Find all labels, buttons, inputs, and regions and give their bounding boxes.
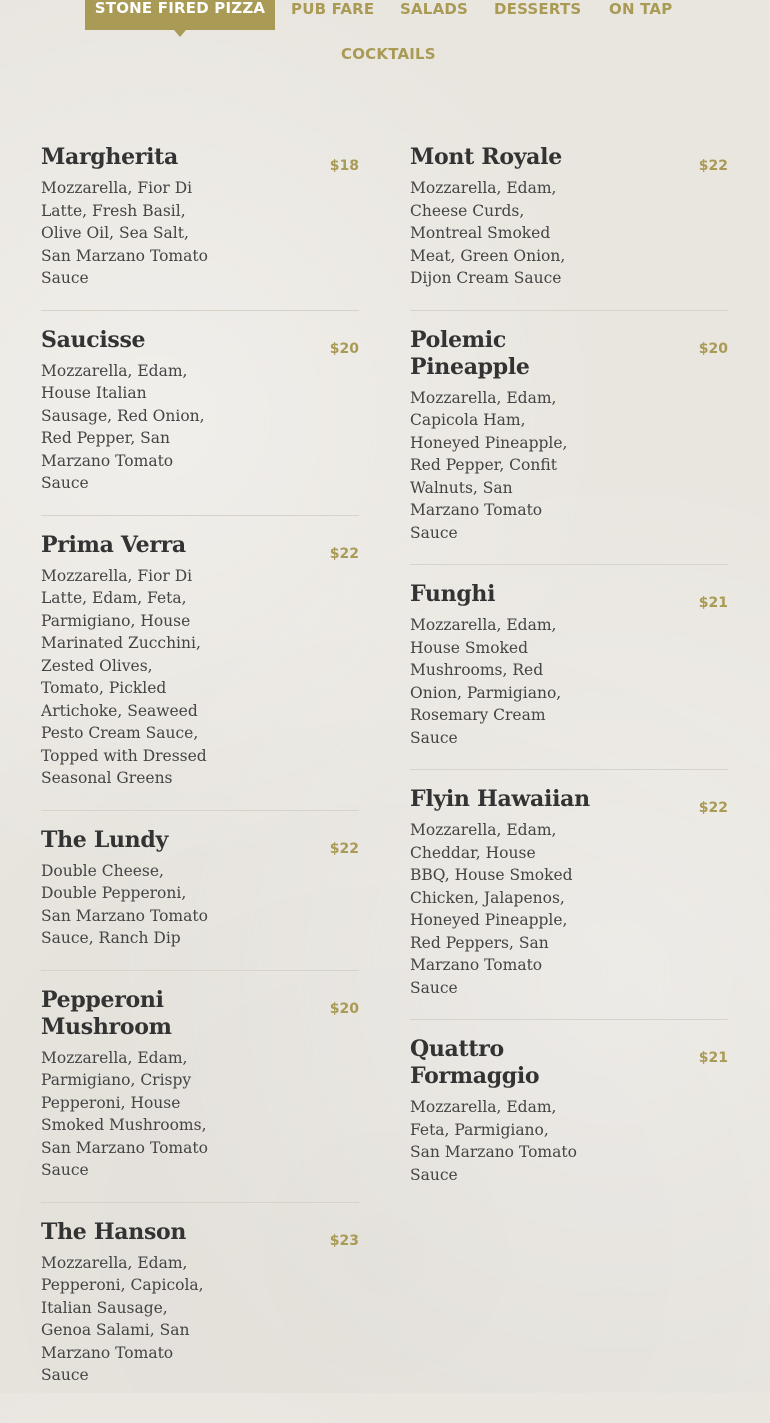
- item-description: Mozzarella, Edam, House Smoked Mushrooms, Red Onion, Parmigiano, Rosemary Cream Sauce: [410, 616, 562, 747]
- item-description: Mozzarella, Edam, Cheese Curds, Montreal Smoked Meat, Green Onion, Dijon Cream Sauce: [410, 179, 566, 287]
- item-description: Mozzarella, Edam, House Italian Sausage, Red Onion, Red Pepper, San Marzano Tomato Sauce: [41, 361, 205, 492]
- item-price: $22: [698, 800, 728, 816]
- item-name: The Lundy: [41, 826, 168, 853]
- item-name: Margherita: [41, 144, 178, 170]
- menu-item: [41, 144, 359, 311]
- item-description: Mozzarella, Edam, Parmigiano, Crispy Pepperoni, House Smoked Mushrooms, San Marzano Tomato Sauce: [41, 1048, 208, 1179]
- item-price: $21: [698, 595, 728, 611]
- menu-item: [410, 786, 728, 1020]
- item-description: Mozzarella, Fior Di Latte, Edam, Feta, Parmigiano, House Marinated Zucchini, Zested Olives, Tomato, Pickled Artichoke, Seaweed Pesto Cream Sauce, Topped with Dressed Seasonal Greens: [41, 566, 207, 787]
- menu-item: [41, 532, 359, 811]
- tab-cocktails[interactable]: COCKTAILS: [341, 45, 436, 63]
- item-price: $22: [329, 840, 359, 857]
- item-name: Polemic Pineapple: [410, 326, 530, 380]
- menu-item: [41, 827, 359, 971]
- item-name: Pepperoni Mushroom: [41, 986, 172, 1040]
- tab-pub-fare[interactable]: PUB FARE: [291, 0, 375, 18]
- tab-salads[interactable]: SALADS: [400, 0, 469, 18]
- tab-stone-fired-pizza[interactable]: [85, 0, 275, 30]
- item-name: Prima Verra: [41, 531, 186, 558]
- item-description: Double Cheese, Double Pepperoni, San Marzano Tomato Sauce, Ranch Dip: [41, 861, 208, 947]
- item-name: Funghi: [410, 581, 496, 607]
- item-description: Mozzarella, Edam, Capicola Ham, Honeyed Pineapple, Red Pepper, Confit Walnuts, San Marzano Tomato Sauce: [410, 388, 568, 542]
- item-price: $18: [329, 158, 359, 174]
- item-price: $23: [329, 1232, 359, 1249]
- item-name: The Hanson: [41, 1218, 187, 1245]
- menu-column-right: [410, 140, 728, 1222]
- menu-item: [410, 1036, 728, 1206]
- menu-item: [41, 987, 359, 1203]
- menu-item: [41, 1219, 359, 1407]
- item-price: $21: [698, 1050, 728, 1066]
- menu-item: [41, 327, 359, 516]
- menu-item: [410, 144, 728, 311]
- tab-on-tap[interactable]: ON TAP: [609, 0, 673, 18]
- item-price: $22: [329, 545, 359, 562]
- item-price: $20: [329, 1000, 359, 1017]
- item-price: $20: [329, 340, 359, 357]
- menu-column-left: [41, 140, 359, 1423]
- item-name: Flyin Hawaiian: [410, 786, 590, 812]
- tab-desserts[interactable]: DESSERTS: [494, 0, 582, 18]
- item-description: Mozzarella, Edam, Feta, Parmigiano, San Marzano Tomato Sauce: [410, 1098, 577, 1184]
- item-name: Mont Royale: [410, 144, 562, 170]
- item-description: Mozzarella, Fior Di Latte, Fresh Basil, Olive Oil, Sea Salt, San Marzano Tomato Sauce: [41, 179, 208, 287]
- item-price: $20: [698, 340, 728, 357]
- item-price: $22: [698, 158, 728, 174]
- menu-item: [410, 327, 728, 566]
- tab-label: STONE FIRED PIZZA: [94, 0, 266, 17]
- item-description: Mozzarella, Edam, Cheddar, House BBQ, House Smoked Chicken, Jalapenos, Honeyed Pineapple, Red Peppers, San Marzano Tomato Sauce: [410, 821, 573, 997]
- menu-item: [410, 581, 728, 770]
- active-tab-indicator-icon: [174, 30, 186, 37]
- item-name: Quattro Formaggio: [410, 1036, 540, 1089]
- menu-category-nav: [0, 0, 770, 70]
- item-name: Saucisse: [41, 326, 146, 353]
- item-description: Mozzarella, Edam, Pepperoni, Capicola, Italian Sausage, Genoa Salami, San Marzano Tomato Sauce: [41, 1253, 204, 1384]
